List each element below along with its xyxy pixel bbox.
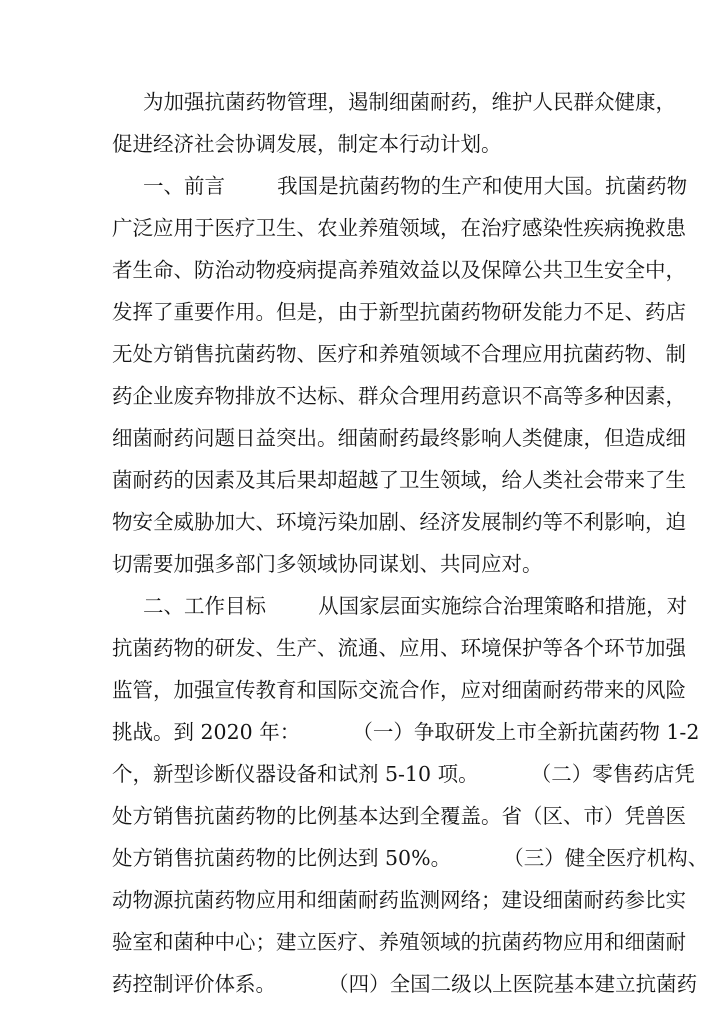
preface-section-line: 者生命、防治动物疫病提高养殖效益以及保障公共卫生安全中，: [112, 258, 686, 282]
preface-section-line: 药企业废弃物排放不达标、群众合理用药意识不高等多种因素，: [112, 384, 686, 408]
goals-section-line: 个，新型诊断仪器设备和试剂 5-10 项。 （二）零售药店凭: [112, 762, 695, 786]
preface-section-line: 菌耐药的因素及其后果却超越了卫生领域，给人类社会带来了生: [112, 468, 686, 492]
preface-section-line: 一、前言 我国是抗菌药物的生产和使用大国。抗菌药物: [143, 174, 688, 198]
preface-section-line: 无处方销售抗菌药物、医疗和养殖领域不合理应用抗菌药物、制: [112, 342, 686, 366]
preface-section-line: 广泛应用于医疗卫生、农业养殖领域，在治疗感染性疾病挽救患: [112, 216, 686, 240]
goals-section-line: 监管，加强宣传教育和国际交流合作，应对细菌耐药带来的风险: [112, 678, 686, 702]
preface-section-line: 发挥了重要作用。但是，由于新型抗菌药物研发能力不足、药店: [112, 300, 686, 324]
goals-section-line: 挑战。到 2020 年： （一）争取研发上市全新抗菌药物 1-2: [112, 720, 700, 744]
goals-section-line: 药控制评价体系。 （四）全国二级以上医院基本建立抗菌药: [112, 972, 698, 996]
intro-paragraph-line: 为加强抗菌药物管理，遏制细菌耐药，维护人民群众健康，: [143, 90, 676, 114]
preface-section-line: 物安全威胁加大、环境污染加剧、经济发展制约等不利影响，迫: [112, 510, 686, 534]
goals-section-line: 抗菌药物的研发、生产、流通、应用、环境保护等各个环节加强: [112, 636, 686, 660]
intro-paragraph-line: 促进经济社会协调发展，制定本行动计划。: [112, 132, 502, 156]
goals-section-line: 处方销售抗菌药物的比例达到 50%。 （三）健全医疗机构、: [112, 846, 709, 870]
preface-section-line: 切需要加强多部门多领域协同谋划、共同应对。: [112, 552, 543, 576]
preface-section-line: 细菌耐药问题日益突出。细菌耐药最终影响人类健康，但造成细: [112, 426, 686, 450]
goals-section-line: 处方销售抗菌药物的比例基本达到全覆盖。省（区、市）凭兽医: [112, 804, 686, 828]
goals-section-line: 动物源抗菌药物应用和细菌耐药监测网络；建设细菌耐药参比实: [112, 888, 686, 912]
goals-section-line: 验室和菌种中心；建立医疗、养殖领域的抗菌药物应用和细菌耐: [112, 930, 686, 954]
goals-section-line: 二、工作目标 从国家层面实施综合治理策略和措施，对: [143, 594, 688, 618]
